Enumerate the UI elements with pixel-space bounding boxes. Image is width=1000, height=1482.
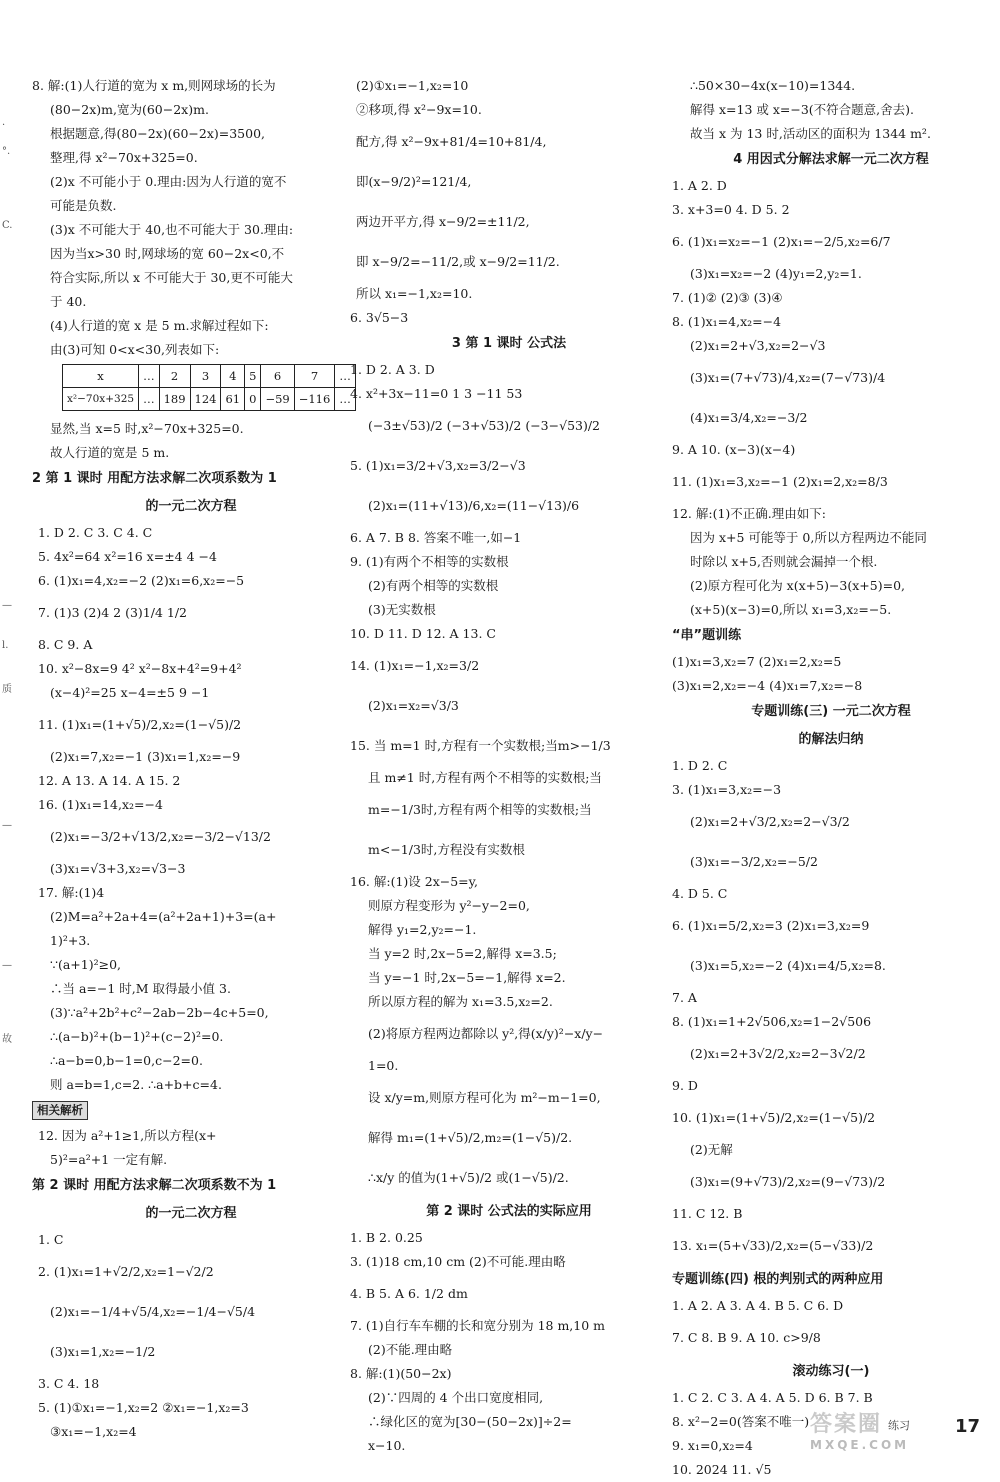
answer-line: 当 y=−1 时,2x−5=−1,解得 x=2.	[368, 970, 566, 985]
answer-line: (3)x₁=(7+√73)/4,x₂=(7−√73)/4	[690, 370, 886, 385]
answer-line: 时除以 x+5,否则就会漏掉一个根.	[690, 554, 878, 569]
answer-line: 3. (1)x₁=3,x₂=−3	[672, 782, 782, 797]
answer-line: 由(3)可知 0<x<30,列表如下:	[50, 342, 220, 357]
table-cell: …	[335, 388, 356, 411]
answer-line: (2)有两个相等的实数根	[368, 578, 499, 593]
answer-line: 5. (1)①x₁=−1,x₂=2 ②x₁=−1,x₂=3	[38, 1400, 249, 1415]
answer-line: ∴a−b=0,b−1=0,c−2=0.	[50, 1053, 203, 1068]
answer-line: 13. x₁=(5+√33)/2,x₂=(5−√33)/2	[672, 1238, 874, 1253]
answer-line: 1. B 2. 0.25	[350, 1230, 423, 1245]
answer-line: ∴绿化区的宽为[30−(50−2x)]÷2=	[368, 1414, 572, 1429]
answer-line: 11. (1)x₁=(1+√5)/2,x₂=(1−√5)/2	[38, 717, 242, 732]
answer-line: (3)x 不可能大于 40,也不可能大于 30.理由:	[50, 222, 294, 237]
answer-line: 根据题意,得(80−2x)(60−2x)=3500,	[50, 126, 266, 141]
table-cell: 6	[261, 365, 294, 388]
answer-line: 5. (1)x₁=3/2+√3,x₂=3/2−√3	[350, 458, 526, 473]
answer-line: 16. 解:(1)设 2x−5=y,	[350, 874, 479, 889]
answer-line: 15. 当 m=1 时,方程有一个实数根;当m>−1/3	[350, 738, 611, 753]
answer-line: 整理,得 x²−70x+325=0.	[50, 150, 198, 165]
answer-line: 6. 3√5−3	[350, 310, 409, 325]
table-cell: 0	[245, 388, 261, 411]
answer-line: 7. A	[672, 990, 697, 1005]
answer-line: (3)∵a²+2b²+c²−2ab−2b−4c+5=0,	[50, 1005, 269, 1020]
answer-line: (3)x₁=1,x₂=−1/2	[50, 1344, 156, 1359]
table-cell: 3	[190, 365, 221, 388]
table-cell: −116	[294, 388, 335, 411]
answer-line: (4)人行道的宽 x 是 5 m.求解过程如下:	[50, 318, 269, 333]
column-right	[672, 74, 990, 1482]
answer-line: 9. A 10. (x−3)(x−4)	[672, 442, 796, 457]
answer-line: ∴x/y 的值为(1+√5)/2 或(1−√5)/2.	[368, 1170, 569, 1185]
table-cell: …	[139, 388, 160, 411]
table-cell: …	[139, 365, 160, 388]
answer-line: (3)x₁=−3/2,x₂=−5/2	[690, 854, 818, 869]
answer-line: 解得 y₁=2,y₂=−1.	[368, 922, 477, 937]
answer-line: 9. D	[672, 1078, 698, 1093]
answer-line: (2)x₁=−1/4+√5/4,x₂=−1/4−√5/4	[50, 1304, 256, 1319]
answer-line: (2)x₁=2+3√2/2,x₂=2−3√2/2	[690, 1046, 866, 1061]
answer-line: 7. (1)3 (2)4 2 (3)1/4 1/2	[38, 605, 188, 620]
answer-line: (3)x₁=5,x₂=−2 (4)x₁=4/5,x₂=8.	[690, 958, 886, 973]
watermark-url: MXQE.COM	[810, 1438, 910, 1452]
answer-line: 则 a=b=1,c=2. ∴a+b+c=4.	[50, 1077, 222, 1092]
answer-line: 解得 m₁=(1+√5)/2,m₂=(1−√5)/2.	[368, 1130, 573, 1145]
answer-line: (2)无解	[690, 1142, 733, 1157]
answer-line: 5. 4x²=64 x²=16 x=±4 4 −4	[38, 549, 217, 564]
answer-line: 2. (1)x₁=1+√2/2,x₂=1−√2/2	[38, 1264, 214, 1279]
answer-line: (2)原方程可化为 x(x+5)−3(x+5)=0,	[690, 578, 906, 593]
answer-line: 1)²+3.	[50, 933, 91, 948]
answer-line: (2)x₁=−3/2+√13/2,x₂=−3/2−√13/2	[50, 829, 271, 844]
answer-line: 即 x−9/2=−11/2,或 x−9/2=11/2.	[356, 254, 560, 269]
section-heading: 3 第 1 课时 公式法	[451, 336, 567, 351]
answer-line: 6. (1)x₁=x₂=−1 (2)x₁=−2/5,x₂=6/7	[672, 234, 891, 249]
watermark-text: 答案圈	[810, 1412, 883, 1437]
answer-line: (−3±√53)/2 (−3+√53)/2 (−3−√53)/2	[368, 418, 601, 433]
table-cell: −59	[261, 388, 294, 411]
answer-line: (x−4)²=25 x−4=±5 9 −1	[50, 685, 210, 700]
table-cell: 124	[190, 388, 221, 411]
answer-line: ∴当 a=−1 时,M 取得最小值 3.	[50, 981, 231, 996]
answer-line: 8. C 9. A	[38, 637, 93, 652]
answer-line: 故人行道的宽是 5 m.	[50, 445, 170, 460]
answer-line: ②移项,得 x²−9x=10.	[356, 102, 482, 117]
answer-line: 1. A 2. A 3. A 4. B 5. C 6. D	[672, 1298, 844, 1313]
answer-line: 1. A 2. D	[672, 178, 727, 193]
table-row	[63, 365, 356, 388]
answer-line: 3. (1)18 cm,10 cm (2)不可能.理由略	[350, 1254, 566, 1269]
answer-line: ③x₁=−1,x₂=4	[50, 1424, 137, 1439]
answer-line: 设 x/y=m,则原方程可化为 m²−m−1=0,	[368, 1090, 601, 1105]
section-heading: 的一元二次方程	[145, 1206, 237, 1221]
answer-line: x−10.	[368, 1438, 406, 1453]
answer-line: 故当 x 为 13 时,活动区的面积为 1344 m².	[690, 126, 931, 141]
answer-line: 解得 x=13 或 x=−3(不符合题意,舍去).	[690, 102, 914, 117]
answer-line: m<−1/3时,方程没有实数根	[368, 842, 525, 857]
answer-line: 因为 x+5 可能等于 0,所以方程两边不能同	[690, 530, 927, 545]
column-middle	[350, 74, 668, 1458]
related-analysis-tag: 相关解析	[32, 1101, 88, 1120]
answer-line: 8. 解:(1)(50−2x)	[350, 1366, 452, 1381]
answer-line: 6. (1)x₁=5/2,x₂=3 (2)x₁=3,x₂=9	[672, 918, 870, 933]
answer-line: 1. D 2. C	[672, 758, 728, 773]
value-table	[62, 364, 356, 411]
answer-line: 两边开平方,得 x−9/2=±11/2,	[356, 214, 530, 229]
answer-line: 可能是负数.	[50, 198, 117, 213]
answer-line: 3. x+3=0 4. D 5. 2	[672, 202, 790, 217]
answer-line: (1)x₁=3,x₂=7 (2)x₁=2,x₂=5	[672, 654, 842, 669]
section-heading: 2 第 1 课时 用配方法求解二次项系数为 1	[32, 471, 277, 486]
answer-line: 则原方程变形为 y²−y−2=0,	[368, 898, 530, 913]
column-left	[32, 74, 350, 1444]
section-heading: 4 用因式分解法求解一元二次方程	[733, 152, 929, 167]
table-cell: 5	[245, 365, 261, 388]
answer-line: 12. 解:(1)不正确.理由如下:	[672, 506, 826, 521]
answer-line: 当 y=2 时,2x−5=2,解得 x=3.5;	[368, 946, 557, 961]
answer-line: (3)x₁=√3+3,x₂=√3−3	[50, 861, 186, 876]
answer-line: (3)x₁=2,x₂=−4 (4)x₁=7,x₂=−8	[672, 678, 863, 693]
section-heading: “串”题训练	[672, 628, 742, 643]
answer-line: 即(x−9/2)²=121/4,	[356, 174, 472, 189]
answer-line: 10. (1)x₁=(1+√5)/2,x₂=(1−√5)/2	[672, 1110, 876, 1125]
answer-line: (2)x₁=2+√3,x₂=2−√3	[690, 338, 826, 353]
answer-line: ∴(a−b)²+(b−1)²+(c−2)²=0.	[50, 1029, 224, 1044]
table-cell: …	[335, 365, 356, 388]
answer-line: 7. (1)② (2)③ (3)④	[672, 290, 783, 305]
answer-line: (2)∵四周的 4 个出口宽度相同,	[368, 1390, 544, 1405]
answer-line: (80−2x)m,宽为(60−2x)m.	[50, 102, 209, 117]
table-cell: 61	[221, 388, 245, 411]
answer-line: 12. A 13. A 14. A 15. 2	[38, 773, 181, 788]
answer-line: 3. C 4. 18	[38, 1376, 100, 1391]
answer-line: 6. (1)x₁=4,x₂=−2 (2)x₁=6,x₂=−5	[38, 573, 245, 588]
answer-line: 7. C 8. B 9. A 10. c>9/8	[672, 1330, 821, 1345]
answer-line: (2)x₁=2+√3/2,x₂=2−√3/2	[690, 814, 850, 829]
left-margin-fragments: · °. C. — l. 质 — — 故	[2, 120, 13, 1045]
answer-line: 5)²=a²+1 一定有解.	[50, 1152, 168, 1167]
answer-line: ∵(a+1)²≥0,	[50, 957, 121, 972]
answer-line: 7. (1)自行车车棚的长和宽分别为 18 m,10 m	[350, 1318, 606, 1333]
answer-line: 11. C 12. B	[672, 1206, 743, 1221]
section-heading: 专题训练(四) 根的判别式的两种应用	[672, 1272, 884, 1287]
section-heading: 的一元二次方程	[145, 499, 237, 514]
section-heading: 滚动练习(一)	[792, 1364, 870, 1379]
answer-line: 1. C 2. C 3. A 4. A 5. D 6. B 7. B	[672, 1390, 873, 1405]
answer-line: m=−1/3时,方程有两个相等的实数根;当	[368, 802, 592, 817]
page-mark: 练习	[888, 1419, 910, 1432]
answer-line: 17. 解:(1)4	[38, 885, 105, 900]
answer-line: 8. 解:(1)人行道的宽为 x m,则网球场的长为	[32, 78, 276, 93]
answer-line: (2)x₁=7,x₂=−1 (3)x₁=1,x₂=−9	[50, 749, 241, 764]
answer-line: 因为当x>30 时,网球场的宽 60−2x<0,不	[50, 246, 285, 261]
answer-line: 4. D 5. C	[672, 886, 728, 901]
answer-line: 14. (1)x₁=−1,x₂=3/2	[350, 658, 480, 673]
watermark-logo	[810, 1407, 960, 1452]
section-heading: 第 2 课时 用配方法求解二次项系数不为 1	[32, 1178, 277, 1193]
answer-line: 8. x²−2=0(答案不唯一)	[672, 1414, 810, 1429]
table-cell: 4	[221, 365, 245, 388]
answer-line: (2)x 不可能小于 0.理由:因为人行道的宽不	[50, 174, 287, 189]
answer-line: 8. (1)x₁=1+2√506,x₂=1−2√506	[672, 1014, 872, 1029]
answer-line: 1=0.	[368, 1058, 399, 1073]
section-heading: 专题训练(三) 一元二次方程	[751, 704, 911, 719]
answer-line: 1. C	[38, 1232, 64, 1247]
answer-line: 12. 因为 a²+1≥1,所以方程(x+	[38, 1128, 217, 1143]
table-cell: x²−70x+325	[63, 388, 139, 411]
answer-line: 且 m≠1 时,方程有两个不相等的实数根;当	[368, 770, 602, 785]
answer-line: 符合实际,所以 x 不可能大于 30,更不可能大	[50, 270, 293, 285]
answer-line: 10. x²−8x=9 4² x²−8x+4²=9+4²	[38, 661, 242, 676]
table-cell: 189	[159, 388, 190, 411]
answer-line: 10. 2024 11. √5	[672, 1462, 772, 1477]
table-cell: 7	[294, 365, 335, 388]
answer-line: 4. x²+3x−11=0 1 3 −11 53	[350, 386, 523, 401]
answer-line: (3)x₁=(9+√73)/2,x₂=(9−√73)/2	[690, 1174, 886, 1189]
answer-line: (x+5)(x−3)=0,所以 x₁=3,x₂=−5.	[690, 602, 892, 617]
answer-line: 8. (1)x₁=4,x₂=−4	[672, 314, 782, 329]
answer-line: 显然,当 x=5 时,x²−70x+325=0.	[50, 421, 244, 436]
table-cell: x	[63, 365, 139, 388]
answer-line: 10. D 11. D 12. A 13. C	[350, 626, 496, 641]
answer-line: ∴50×30−4x(x−10)=1344.	[690, 78, 856, 93]
answer-line: (2)x₁=x₂=√3/3	[368, 698, 459, 713]
answer-line: (2)不能.理由略	[368, 1342, 453, 1357]
answer-line: 11. (1)x₁=3,x₂=−1 (2)x₁=2,x₂=8/3	[672, 474, 888, 489]
section-heading: 的解法归纳	[798, 732, 864, 747]
answer-line: 9. x₁=0,x₂=4	[672, 1438, 753, 1453]
page-number: 17	[954, 1416, 980, 1437]
answer-line: 所以原方程的解为 x₁=3.5,x₂=2.	[368, 994, 553, 1009]
answer-line: 于 40.	[50, 294, 87, 309]
answer-line: (2)x₁=(11+√13)/6,x₂=(11−√13)/6	[368, 498, 580, 513]
answer-line: 配方,得 x²−9x+81/4=10+81/4,	[356, 134, 547, 149]
answer-line: 1. D 2. C 3. C 4. C	[38, 525, 153, 540]
table-row	[63, 388, 356, 411]
answer-line: 6. A 7. B 8. 答案不唯一,如−1	[350, 530, 522, 545]
answer-line: (3)x₁=x₂=−2 (4)y₁=2,y₂=1.	[690, 266, 862, 281]
answer-line: 9. (1)有两个不相等的实数根	[350, 554, 509, 569]
answer-line: 16. (1)x₁=14,x₂=−4	[38, 797, 163, 812]
answer-line: (2)将原方程两边都除以 y²,得(x/y)²−x/y−	[368, 1026, 604, 1041]
answer-line: 4. B 5. A 6. 1/2 dm	[350, 1286, 468, 1301]
answer-line: 所以 x₁=−1,x₂=10.	[356, 286, 473, 301]
table-cell: 2	[159, 365, 190, 388]
answer-line: (4)x₁=3/4,x₂=−3/2	[690, 410, 808, 425]
answer-line: (2)①x₁=−1,x₂=10	[356, 78, 469, 93]
answer-line: (3)无实数根	[368, 602, 436, 617]
answer-line: 1. D 2. A 3. D	[350, 362, 435, 377]
answer-line: (2)M=a²+2a+4=(a²+2a+1)+3=(a+	[50, 909, 277, 924]
section-heading: 第 2 课时 公式法的实际应用	[426, 1204, 592, 1219]
